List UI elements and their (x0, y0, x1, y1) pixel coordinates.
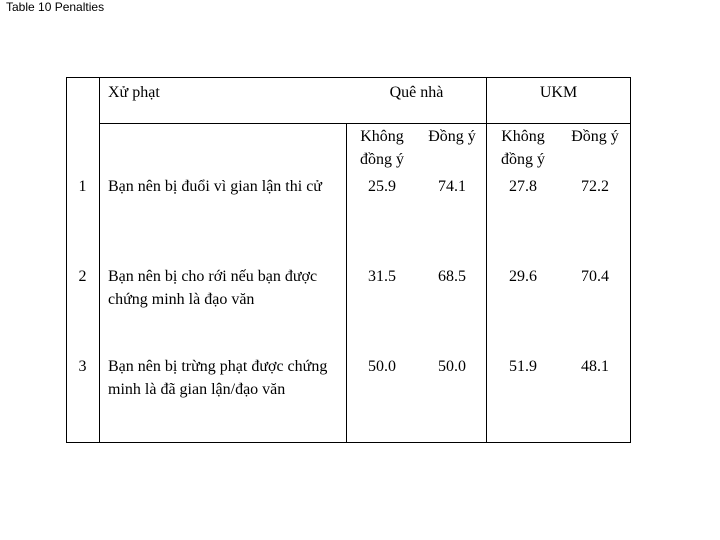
row-2-ukm-agree: 70.4 (581, 268, 609, 285)
row-2-index: 2 (78, 268, 87, 285)
row-1-ukm-disagree: 27.8 (509, 178, 537, 195)
subheader-home-agree: Đồng ý (428, 128, 476, 145)
index-column-divider (99, 77, 100, 123)
penalties-table (66, 77, 631, 443)
table-border-top (66, 77, 631, 78)
row-1-index: 1 (78, 178, 87, 195)
table-border-left (66, 77, 67, 443)
header-group-home: Quê nhà (389, 84, 444, 101)
row-3-home-disagree: 50.0 (368, 358, 396, 375)
row-3-ukm-disagree: 51.9 (509, 358, 537, 375)
row-1-home-agree: 74.1 (438, 178, 466, 195)
header-penalty: Xử phạt (108, 84, 160, 101)
row-1-ukm-agree: 72.2 (581, 178, 609, 195)
index-column-divider-lower (99, 123, 100, 443)
row-3-label: Bạn nên bị trừng phạt được chứng minh là đã gian lận/đạo văn (108, 358, 328, 398)
row-3-index: 3 (78, 358, 87, 375)
header-group-ukm: UKM (539, 84, 578, 101)
header-divider (99, 123, 631, 124)
table-border-bottom (66, 442, 631, 443)
subheader-ukm-disagree: Không đồng ý (501, 128, 545, 168)
row-2-home-disagree: 31.5 (368, 268, 396, 285)
subheader-ukm-agree: Đồng ý (571, 128, 619, 145)
row-2-label: Bạn nên bị cho rới nếu bạn được chứng minh là đạo văn (108, 268, 318, 308)
row-2-ukm-disagree: 29.6 (509, 268, 537, 285)
subheader-home-disagree: Không đồng ý (360, 128, 404, 168)
row-3-ukm-agree: 48.1 (581, 358, 609, 375)
row-1-home-disagree: 25.9 (368, 178, 396, 195)
table-caption: Table 10 Penalties (6, 0, 105, 14)
row-3-home-agree: 50.0 (438, 358, 466, 375)
row-2-home-agree: 68.5 (438, 268, 466, 285)
row-1-label: Bạn nên bị đuổi vì gian lận thi cử (108, 178, 322, 195)
